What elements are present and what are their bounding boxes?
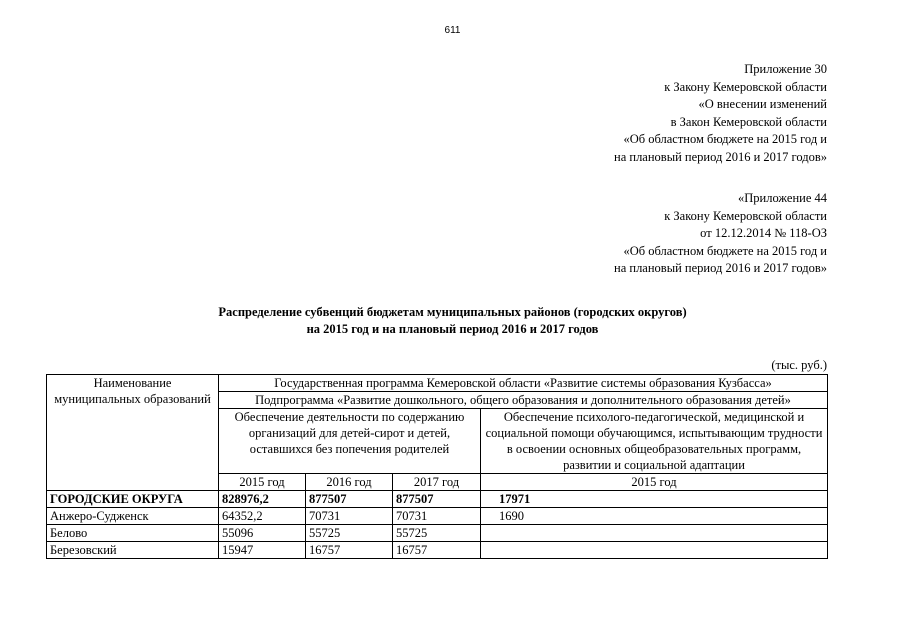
cell-value: 828976,2 [219, 491, 306, 508]
cell-name: Белово [47, 525, 219, 542]
cell-value: 877507 [306, 491, 393, 508]
units-label: (тыс. руб.) [771, 358, 827, 372]
header-year: 2015 год [219, 474, 306, 491]
header-row-program [47, 375, 828, 392]
appendix-1-line: «Об областном бюджете на 2015 год и [623, 132, 827, 146]
cell-value: 64352,2 [219, 508, 306, 525]
title-line: на 2015 год и на плановый период 2016 и 2017 годов [306, 322, 599, 336]
document-title [0, 304, 905, 338]
header-group-orphans: Обеспечение деятельности по содержанию организаций для детей-сирот и детей, оставшихся без попечения родителей [219, 409, 481, 474]
appendix-header-2 [614, 190, 827, 278]
appendix-1-line: в Закон Кемеровской области [670, 114, 827, 129]
cell-value [481, 542, 828, 559]
cell-value: 70731 [306, 508, 393, 525]
cell-value: 16757 [393, 542, 481, 559]
cell-value: 55725 [306, 525, 393, 542]
title-line: Распределение субвенций бюджетам муниципальных районов (городских округов) [218, 305, 687, 319]
table-row [47, 525, 828, 542]
appendix-2-line: к Закону Кемеровской области [664, 208, 827, 223]
appendix-header-1 [614, 61, 827, 166]
cell-value: 17971 [481, 491, 828, 508]
header-group-psych-support: Обеспечение психолого-педагогической, медицинской и социальной помощи обучающимся, испытывающим трудности в освоении основных общеобразовательных программ, развитии и социальной адаптации [481, 409, 828, 474]
cell-name: Анжеро-Судженск [47, 508, 219, 525]
appendix-1-line: к Закону Кемеровской области [664, 79, 827, 94]
cell-name: Березовский [47, 542, 219, 559]
cell-value: 55096 [219, 525, 306, 542]
appendix-1-line: «О внесении изменений [698, 97, 827, 111]
appendix-2-line: «Об областном бюджете на 2015 год и [623, 243, 827, 258]
header-year: 2017 год [393, 474, 481, 491]
header-year: 2016 год [306, 474, 393, 491]
subsidy-table [46, 374, 828, 559]
table-row [47, 491, 828, 508]
appendix-2-line: «Приложение 44 [738, 191, 827, 205]
header-program: Государственная программа Кемеровской области «Развитие системы образования Кузбасса» [219, 375, 828, 392]
appendix-1-line: Приложение 30 [744, 62, 827, 76]
appendix-1-line: на плановый период 2016 и 2017 годов» [614, 149, 827, 164]
header-subprogram: Подпрограмма «Развитие дошкольного, общего образования и дополнительного образования детей» [219, 392, 828, 409]
cell-value: 1690 [481, 508, 828, 525]
cell-value: 877507 [393, 491, 481, 508]
appendix-2-line: на плановый период 2016 и 2017 годов» [614, 261, 827, 275]
page-number: 611 [444, 25, 461, 36]
cell-value: 70731 [393, 508, 481, 525]
table-row [47, 508, 828, 525]
cell-value: 15947 [219, 542, 306, 559]
cell-value [481, 525, 828, 542]
cell-value: 55725 [393, 525, 481, 542]
appendix-2-line: от 12.12.2014 № 118-ОЗ [700, 226, 827, 240]
header-year: 2015 год [481, 474, 828, 491]
cell-value: 16757 [306, 542, 393, 559]
cell-name: ГОРОДСКИЕ ОКРУГА [47, 491, 219, 508]
table-row [47, 542, 828, 559]
header-municipality: Наименование муниципальных образований [47, 375, 219, 491]
